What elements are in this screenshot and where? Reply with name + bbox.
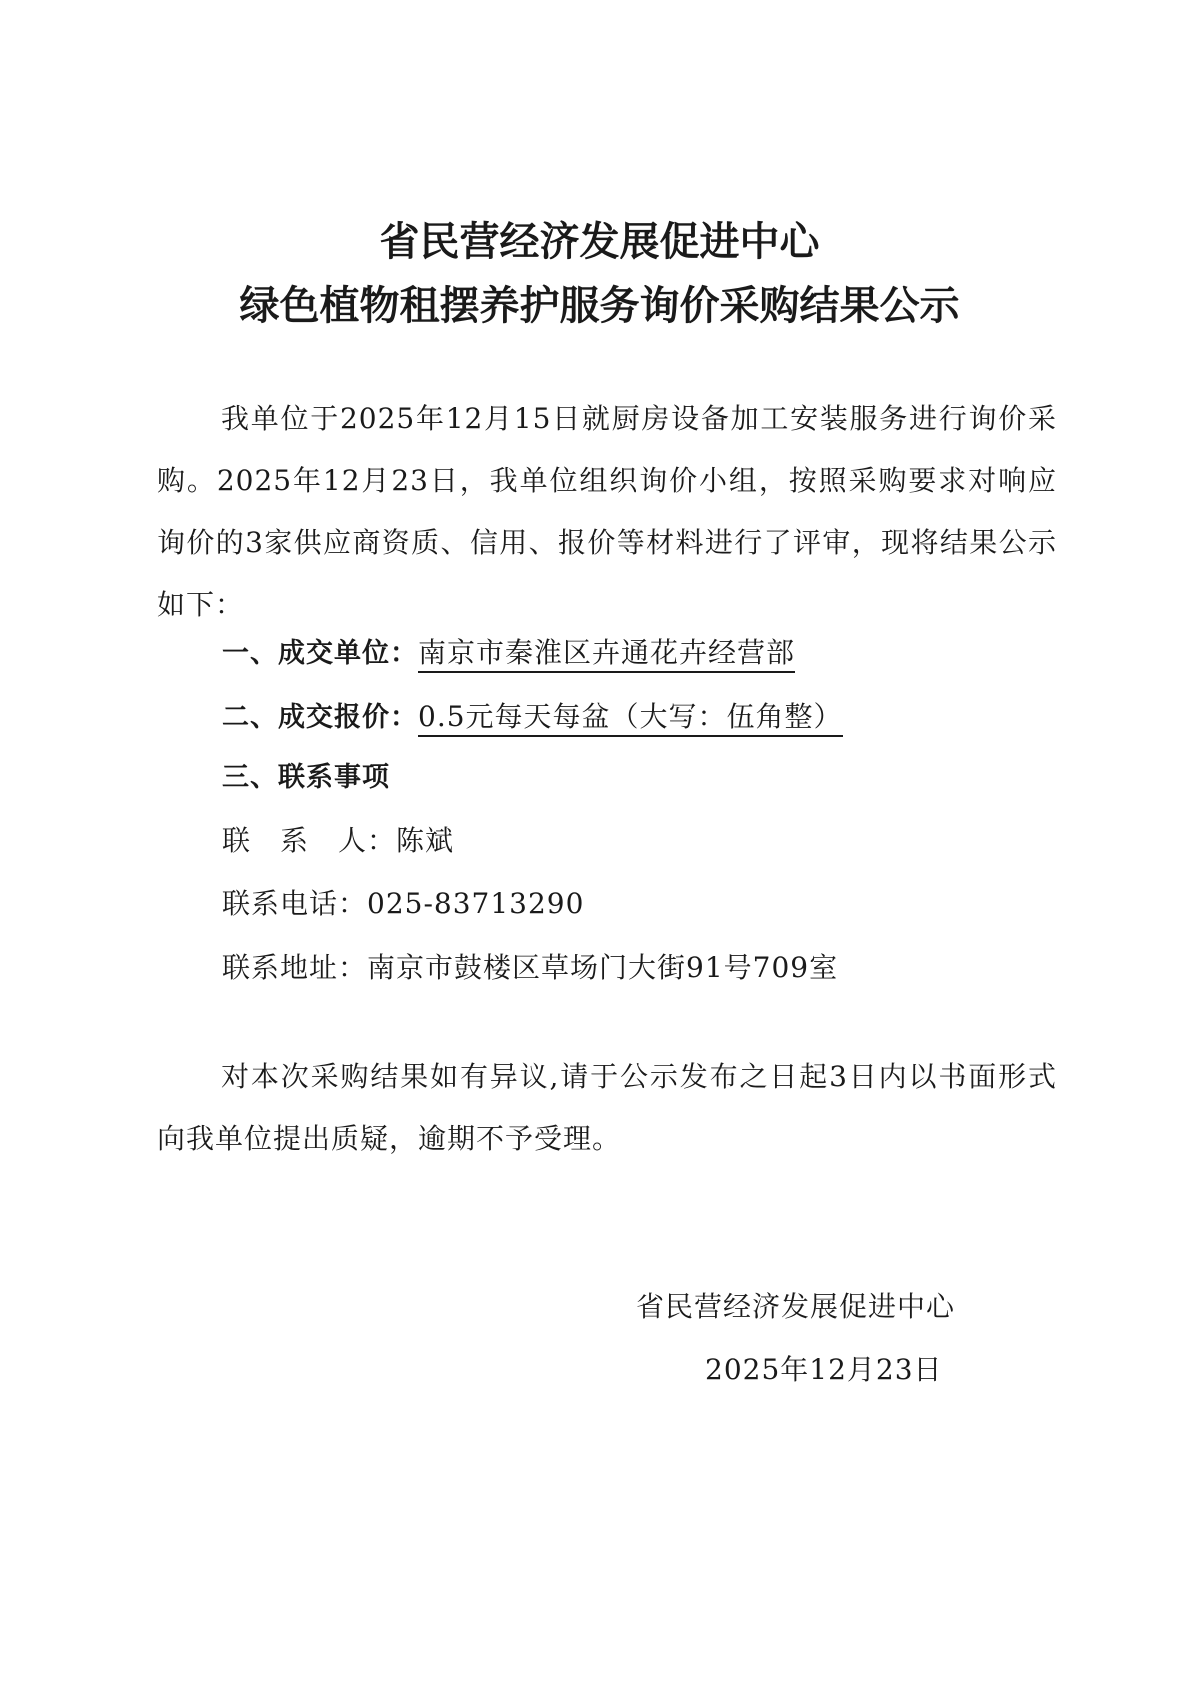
document-title-line-2: 绿色植物租摆养护服务询价采购结果公示 [239,283,960,329]
contact-phone-line [222,884,584,924]
signature-date: 2025年12月23日 [705,1353,943,1386]
contact-person-label: 联 系 人： [222,824,397,857]
contact-section-heading [222,757,390,798]
contact-address-line [222,948,838,988]
objection-paragraph: 对本次采购结果如有异议,请于公示发布之日起3日内以书面形式向我单位提出质疑，逾期不予受理。 [157,1060,1057,1155]
signature-organization: 省民营经济发展促进中心 [636,1290,956,1323]
winning-price-line [222,697,843,738]
intro-paragraph: 我单位于2025年12月15日就厨房设备加工安装服务进行询价采购。2025年12月23日，我单位组织询价小组，按照采购要求对响应询价的3家供应商资质、信用、报价等材料进行了评审，现将结果公示如下： [157,402,1057,621]
winning-bidder-label: 一、成交单位： [222,638,418,669]
winning-bidder-value: 南京市秦淮区卉通花卉经营部 [418,636,795,673]
contact-person-line [222,821,454,861]
contact-address-value: 南京市鼓楼区草场门大街91号709室 [367,951,839,984]
contact-phone-label: 联系电话： [222,887,368,920]
winning-bidder-line [222,633,795,674]
contact-phone-value: 025-83713290 [367,887,585,920]
contact-person-value: 陈斌 [396,824,455,857]
winning-price-value: 0.5元每天每盆（大写：伍角整） [418,700,843,737]
winning-price-label: 二、成交报价： [222,702,418,733]
document-title-line-1: 省民营经济发展促进中心 [379,219,820,265]
contact-address-label: 联系地址： [222,951,368,984]
contact-section-label: 三、联系事项 [222,762,390,793]
